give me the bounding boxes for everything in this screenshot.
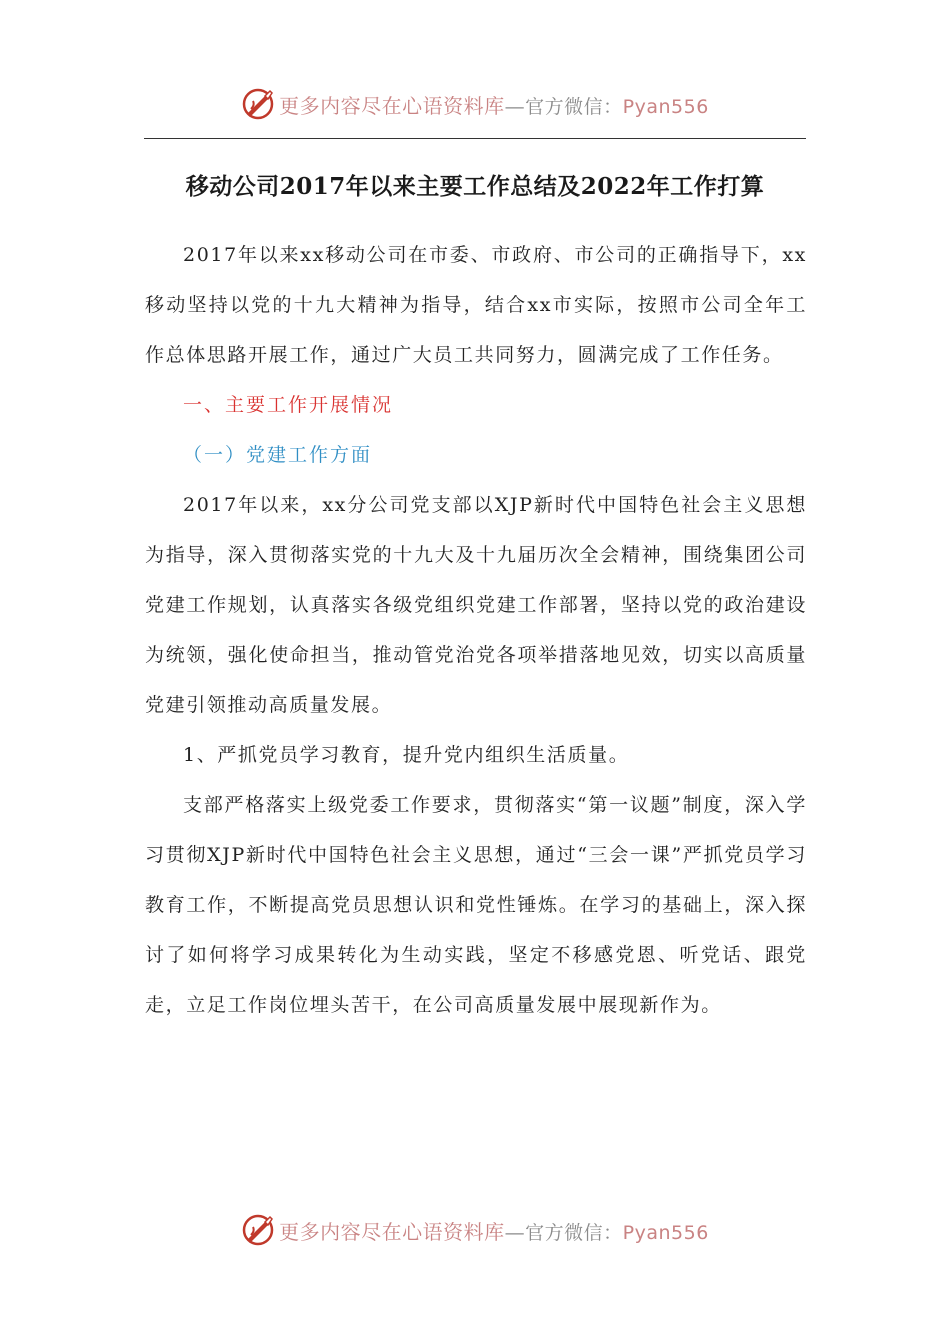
document-title: 移动公司2017年以来主要工作总结及2022年工作打算 bbox=[185, 173, 765, 200]
banner-lead: 更多内容尽在心语资料库 bbox=[279, 1219, 505, 1244]
footer-banner bbox=[0, 1210, 950, 1250]
banner-wechat-label: 官方微信： bbox=[525, 1221, 623, 1244]
banner-lead: 更多内容尽在心语资料库 bbox=[279, 93, 505, 118]
intro-paragraph: 2017年以来xx移动公司在市委、市政府、市公司的正确指导下，xx移动坚持以党的十九大精神为指导，结合xx市实际，按照市公司全年工作总体思路开展工作，通过广大员工共同努力，圆满完成了工作任务。 bbox=[145, 244, 807, 366]
banner-wechat-id: Pyan556 bbox=[622, 1221, 709, 1244]
banner-wechat-id: Pyan556 bbox=[622, 95, 709, 118]
banner-text bbox=[279, 90, 709, 119]
item-heading: 1、严抓党员学习教育，提升党内组织生活质量。 bbox=[183, 744, 630, 766]
pen-logo-icon bbox=[241, 87, 275, 121]
document-body bbox=[145, 230, 807, 1030]
item-paragraph: 支部严格落实上级党委工作要求，贯彻落实“第一议题”制度，深入学习贯彻XJP新时代中国特色社会主义思想，通过“三会一课”严抓党员学习教育工作，不断提高党员思想认识和党性锤炼。在学习的基础上，深入探讨了如何将学习成果转化为生动实践，坚定不移感党恩、听党话、跟党走，立足工作岗位埋头苦干，在公司高质量发展中展现新作为。 bbox=[145, 794, 807, 1016]
banner-wechat-label: 官方微信： bbox=[525, 95, 623, 118]
section-heading: 一、主要工作开展情况 bbox=[183, 394, 394, 416]
subsection-paragraph: 2017年以来，xx分公司党支部以XJP新时代中国特色社会主义思想为指导，深入贯彻落实党的十九大及十九届历次全会精神，围绕集团公司党建工作规划，认真落实各级党组织党建工作部署，坚持以党的政治建设为统领，强化使命担当，推动管党治党各项举措落地见效，切实以高质量党建引领推动高质量发展。 bbox=[145, 494, 807, 716]
banner-dash: — bbox=[504, 1219, 526, 1244]
header-banner bbox=[0, 84, 950, 124]
banner-dash: — bbox=[504, 93, 526, 118]
pen-logo-icon bbox=[241, 1213, 275, 1247]
header-divider bbox=[144, 138, 806, 139]
subsection-heading: （一）党建工作方面 bbox=[183, 444, 373, 466]
banner-text bbox=[279, 1216, 709, 1245]
